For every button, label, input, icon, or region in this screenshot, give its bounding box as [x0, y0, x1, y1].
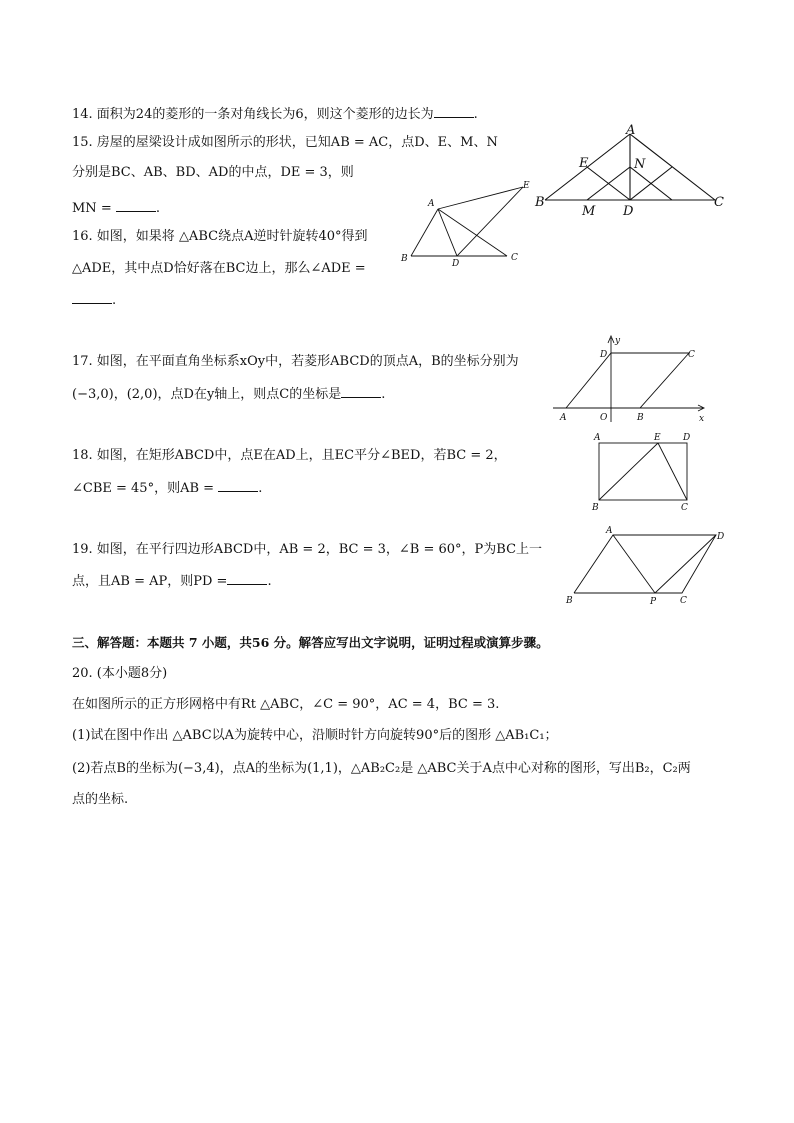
label-b: B [535, 195, 545, 210]
label-e: E [523, 181, 530, 191]
label-a: A [594, 433, 601, 443]
question-20-line-2: (1)试在图中作出 △ABC以A为旋转中心，沿顺时针方向旋转90°后的图形 △AB₁C₁； [72, 728, 558, 743]
question-20-line-3: (2)若点B的坐标为(−3,4)，点A的坐标为(1,1)，△AB₂C₂是 △ABC关于A点中心对称的图形，写出B₂，C₂两 [72, 761, 691, 776]
label-b: B [637, 413, 644, 423]
question-15-line-3 [72, 198, 160, 218]
figure-15-roof-truss [530, 122, 730, 222]
question-16-line-3 [72, 290, 116, 310]
question-15-line-1: 15. 房屋的屋梁设计成如图所示的形状，已知AB = AC，点D、E、M、N [72, 135, 498, 150]
label-a: A [428, 199, 435, 209]
answer-blank [341, 384, 381, 398]
question-18-line-1: 18. 如图，在矩形ABCD中，点E在AD上，且EC平分∠BED，若BC = 2， [72, 448, 507, 463]
question-17-prefix: (−3,0)，(2,0)，点D在y轴上，则点C的坐标是 [72, 387, 342, 402]
label-a: A [606, 526, 613, 536]
label-n: N [634, 157, 646, 172]
question-15-prefix: MN = [72, 201, 112, 216]
label-b: B [401, 254, 408, 264]
period: . [381, 387, 386, 402]
label-e: E [654, 433, 661, 443]
question-20-line-4: 点的坐标. [72, 792, 129, 807]
answer-blank [72, 290, 112, 304]
label-c: C [511, 253, 518, 263]
question-18-line-2 [72, 478, 262, 498]
label-a: A [626, 123, 636, 138]
label-d: D [600, 350, 608, 360]
question-14-text: 14. 面积为24的菱形的一条对角线长为6，则这个菱形的边长为 [72, 107, 434, 122]
answer-blank [227, 571, 267, 585]
label-o: O [600, 413, 608, 423]
period: . [267, 574, 272, 589]
figure-19-parallelogram [560, 522, 730, 608]
answer-blank [434, 104, 474, 118]
label-e: E [579, 156, 589, 171]
question-19-line-1: 19. 如图，在平行四边形ABCD中，AB = 2，BC = 3，∠B = 60°，P为BC上一 [72, 542, 543, 557]
period: . [473, 107, 478, 122]
period: . [112, 293, 117, 308]
label-d: D [623, 204, 634, 219]
figure-17-rhombus-axes [548, 330, 718, 425]
period: . [258, 481, 263, 496]
label-c: C [714, 195, 724, 210]
figure-18-rectangle [588, 428, 700, 516]
answer-blank [218, 478, 258, 492]
label-p: P [650, 597, 657, 607]
period: . [155, 201, 160, 216]
question-20-line-1: 在如图所示的正方形网格中有Rt △ABC，∠C = 90°，AC = 4，BC = 3. [72, 697, 500, 712]
question-17-line-1: 17. 如图，在平面直角坐标系xOy中，若菱形ABCD的顶点A，B的坐标分别为 [72, 354, 519, 369]
label-x: x [699, 414, 705, 424]
figure-16-rotation [395, 178, 535, 270]
question-16-line-1: 16. 如图，如果将 △ABC绕点A逆时针旋转40°得到 [72, 229, 368, 244]
question-18-prefix: ∠CBE = 45°，则AB = [72, 481, 215, 496]
answer-blank [116, 198, 156, 212]
question-15-line-2: 分别是BC、AB、BD、AD的中点，DE = 3，则 [72, 165, 354, 180]
section-3-heading: 三、解答题：本题共 7 小题，共56 分。解答应写出文字说明，证明过程或演算步骤。 [72, 635, 549, 650]
label-d: D [717, 532, 725, 542]
label-m: M [582, 204, 596, 219]
label-b: B [566, 596, 573, 606]
question-16-line-2: △ADE，其中点D恰好落在BC边上，那么∠ADE = [72, 261, 366, 276]
label-c: C [681, 503, 688, 513]
label-d: D [452, 259, 460, 269]
label-c: C [680, 596, 687, 606]
label-y: y [615, 336, 621, 346]
question-17-line-2 [72, 384, 385, 404]
label-d: D [683, 433, 691, 443]
question-20-title: 20. (本小题8分) [72, 666, 168, 681]
question-14 [72, 104, 478, 124]
label-b: B [592, 503, 599, 513]
question-19-prefix: 点，且AB = AP，则PD = [72, 574, 228, 589]
label-c: C [688, 350, 695, 360]
question-19-line-2 [72, 571, 272, 591]
label-a: A [560, 413, 567, 423]
